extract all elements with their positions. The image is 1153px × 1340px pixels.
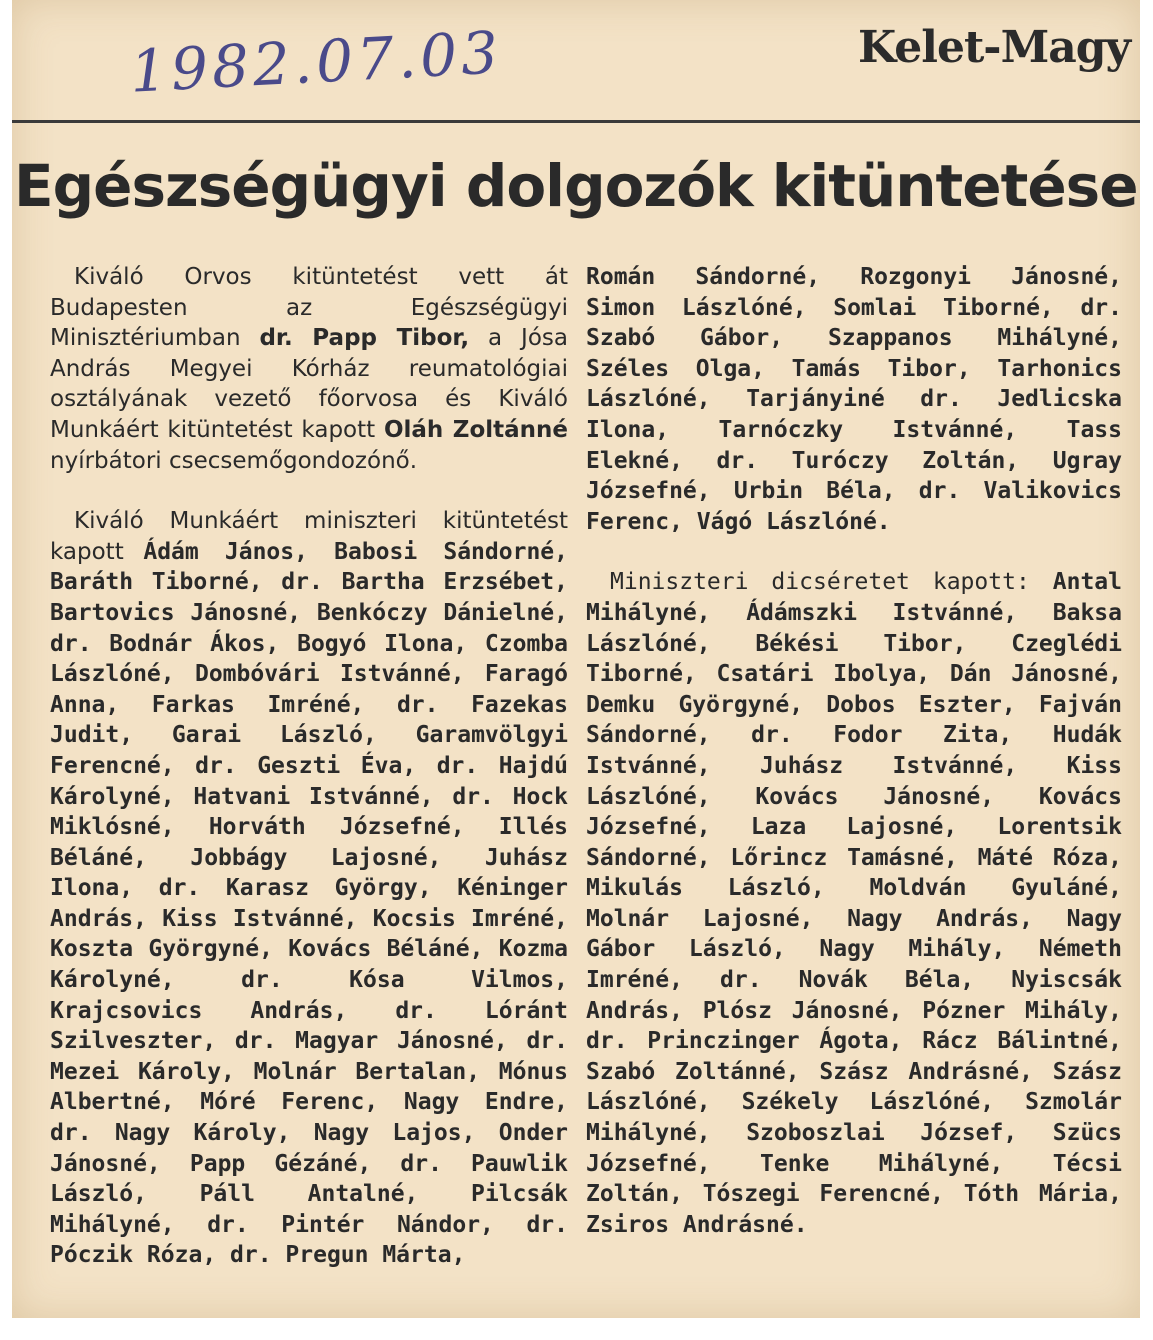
paragraph-awardee-list-continued: Román Sándorné, Rozgonyi Jánosné, Simon Lászlóné, Somlai Tiborné, dr. Szabó Gábor, Szappanos Mihályné, Széles Olga, Tamás Tibor, Tarhonics Lászlóné, Tarjányiné dr. Jedlicska Ilona, Tarnóczky Istvánné, Tass Elekné, dr. Turóczy Zoltán, Ugray Józsefné, Urbin Béla, dr. Valikovics Ferenc, Vágó Lászlóné. [586,264,1122,535]
handwritten-date: 1982.07.03 [128,18,504,106]
masthead-rule [12,120,1140,123]
article-headline: Egészségügyi dolgozók kitüntetése [14,152,1138,220]
awardee-list: Ádám János, Babosi Sándorné, Baráth Tiborné, dr. Bartha Erzsébet, Bartovics Jánosné, Benkóczy Dánielné, dr. Bodnár Ákos, Bogyó Ilona, Czomba Lászlóné, Dombóvári Istvánné, Faragó Anna, Farkas Imréné, dr. Fazekas Judit, Garai László, Garamvölgyi Ferencné, dr. Geszti Éva, dr. Hajdú Károlyné, Hatvani Istvánné, dr. Hock Miklósné, Horváth Józsefné, Illés Béláné, Jobbágy Lajosné, Juhász Ilona, dr. Karasz György, Kéninger András, Kiss Istvánné, Kocsis Imréné, Koszta Györgyné, Kovács Béláné, Kozma Károlyné, dr. Kósa Vilmos, Krajcsovics András, dr. Lóránt Szilveszter, dr. Magyar Jánosné, dr. Mezei Károly, Molnár Bertalan, Mónus Albertné, Móré Ferenc, Nagy Endre, dr. Nagy Károly, Nagy Lajos, Onder Jánosné, Papp Gézáné, dr. Pauwlik László, Páll Antalné, Pilcsák Mihályné, dr. Pintér Nándor, dr. Póczik Róza, dr. Pregun Márta, [50,538,568,1269]
paragraph-kivalo-munkaert: Kiváló Munkáért miniszteri kitüntetést kapott Ádám János, Babosi Sándorné, Baráth Tiborné, dr. Bartha Erzsébet, Bartovics Jánosné, Benkóczy Dánielné, dr. Bodnár Ákos, Bogyó Ilona, Czomba Lászlóné, Dombóvári Istvánné, Faragó Anna, Farkas Imréné, dr. Fazekas Judit, Garai László, Garamvölgyi Ferencné, dr. Geszti Éva, dr. Hajdú Károlyné, Hatvani Istvánné, dr. Hock Miklósné, Horváth Józsefné, Illés Béláné, Jobbágy Lajosné, Juhász Ilona, dr. Karasz György, Kéninger András, Kiss Istvánné, Kocsis Imréné, Koszta Györgyné, Kovács Béláné, Kozma Károlyné, dr. Kósa Vilmos, Krajcsovics András, dr. Lóránt Szilveszter, dr. Magyar Jánosné, dr. Mezei Károly, Molnár Bertalan, Mónus Albertné, Móré Ferenc, Nagy Endre, dr. Nagy Károly, Nagy Lajos, Onder Jánosné, Papp Gézáné, dr. Pauwlik László, Páll Antalné, Pilcsák Mihályné, dr. Pintér Nándor, dr. Póczik Róza, dr. Pregun Márta, [50,508,568,1269]
article-column-right [586,262,1122,1240]
article-column-left [50,262,568,1271]
newspaper-masthead: Kelet-Magy [858,22,1131,73]
awardee-name: dr. Papp Tibor, [259,325,470,352]
paragraph-miniszteri-dicseret: Miniszteri dicséretet kapott: Antal Mihályné, Ádámszki Istvánné, Baksa Lászlóné, Békési Tibor, Czeglédi Tiborné, Csatári Ibolya, Dán Jánosné, Demku Györgyné, Dobos Eszter, Fajván Sándorné, dr. Fodor Zita, Hudák Istvánné, Juhász Istvánné, Kiss Lászlóné, Kovács Jánosné, Kovács Józsefné, Laza Lajosné, Lorentsik Sándorné, Lőrincz Tamásné, Máté Róza, Mikulás László, Moldván Gyuláné, Molnár Lajosné, Nagy András, Nagy Gábor László, Nagy Mihály, Németh Imréné, dr. Novák Béla, Nyiscsák András, Plósz Jánosné, Pózner Mihály, dr. Princzinger Ágota, Rácz Bálintné, Szabó Zoltánné, Szász Andrásné, Szász Lászlóné, Székely Lászlóné, Szmolár Mihályné, Szoboszlai József, Szücs Józsefné, Tenke Mihályné, Técsi Zoltán, Tószegi Ferencné, Tóth Mária, Zsiros Andrásné. [586,569,1122,1238]
paragraph-award-intro: Kiváló Orvos kitüntetést vett át Budapesten az Egészségügyi Minisztériumban dr. Papp Tibor, a Jósa András Megyei Kórház reumatológiai osztályának vezető főorvosa és Kiváló Munkáért kitüntetést kapott Oláh Zoltánné nyírbátori csecsemőgondozónő. [50,264,568,474]
praised-list: Antal Mihályné, Ádámszki Istvánné, Baksa Lászlóné, Békési Tibor, Czeglédi Tiborné, Csatári Ibolya, Dán Jánosné, Demku Györgyné, Dobos Eszter, Fajván Sándorné, dr. Fodor Zita, Hudák Istvánné, Juhász Istvánné, Kiss Lászlóné, Kovács Jánosné, Kovács Józsefné, Laza Lajosné, Lorentsik Sándorné, Lőrincz Tamásné, Máté Róza, Mikulás László, Moldván Gyuláné, Molnár Lajosné, Nagy András, Nagy Gábor László, Nagy Mihály, Németh Imréné, dr. Novák Béla, Nyiscsák András, Plósz Jánosné, Pózner Mihály, dr. Princzinger Ágota, Rácz Bálintné, Szabó Zoltánné, Szász Andrásné, Szász Lászlóné, Székely Lászlóné, Szmolár Mihályné, Szoboszlai József, Szücs Józsefné, Tenke Mihályné, Técsi Zoltán, Tószegi Ferencné, Tóth Mária, Zsiros Andrásné. [586,569,1122,1238]
awardee-name: Oláh Zoltánné [383,416,568,443]
newspaper-clipping [12,0,1140,1318]
